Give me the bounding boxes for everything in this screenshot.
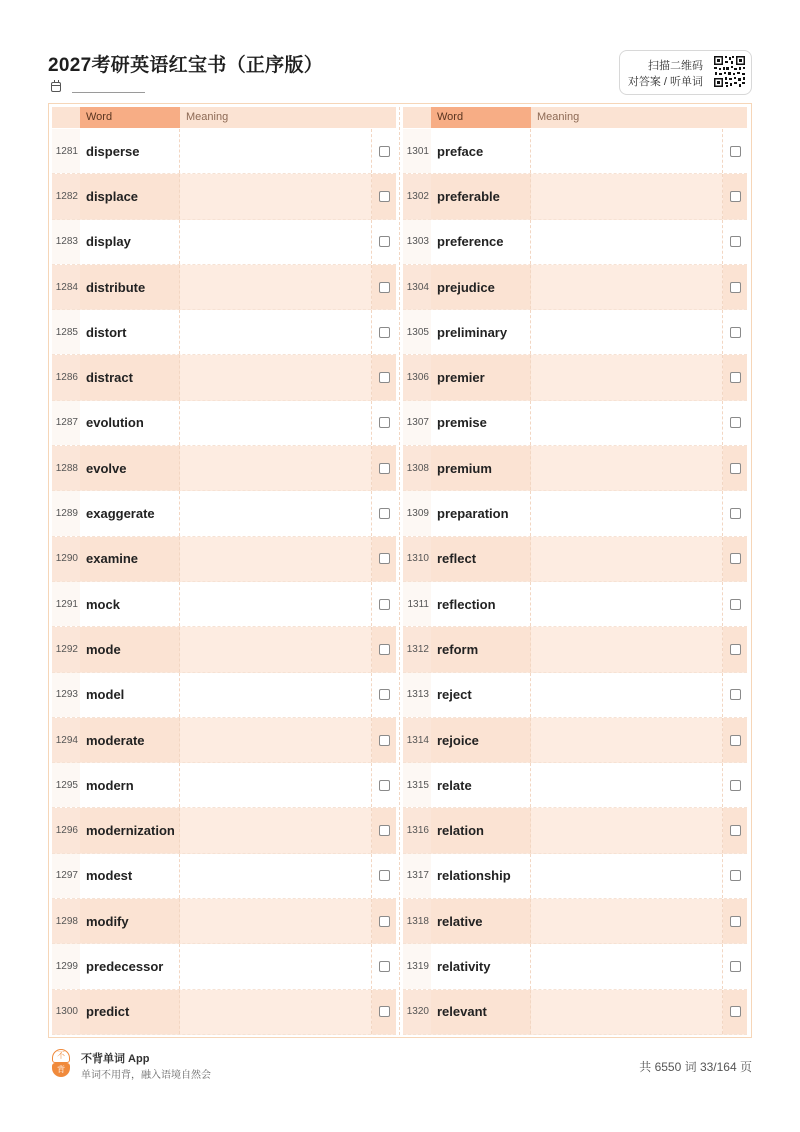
word-number: 1310 (403, 537, 431, 581)
table-row (52, 673, 396, 718)
app-name: 不背单词 App (81, 1053, 150, 1065)
word-term: reflect (431, 537, 531, 581)
meaning-blank[interactable] (531, 491, 723, 535)
check-cell (372, 129, 396, 173)
word-number: 1297 (52, 854, 80, 898)
word-number: 1300 (52, 990, 80, 1034)
check-cell (372, 854, 396, 898)
check-cell (723, 446, 747, 490)
checkbox-icon[interactable] (730, 417, 741, 428)
table-row (52, 990, 396, 1035)
check-cell (372, 265, 396, 309)
word-number: 1283 (52, 220, 80, 264)
calendar-icon (51, 82, 61, 92)
word-term: premier (431, 355, 531, 399)
checkbox-icon[interactable] (730, 870, 741, 881)
word-number: 1305 (403, 310, 431, 354)
check-cell (723, 355, 747, 399)
meaning-blank[interactable] (531, 627, 723, 671)
word-term: preparation (431, 491, 531, 535)
check-cell (723, 174, 747, 218)
checkbox-icon[interactable] (379, 372, 390, 383)
word-number: 1302 (403, 174, 431, 218)
meaning-blank[interactable] (531, 355, 723, 399)
checkbox-icon[interactable] (730, 780, 741, 791)
qr-caption-line1: 扫描二维码 (648, 60, 703, 72)
word-term: relevant (431, 990, 531, 1034)
word-term: mode (80, 627, 180, 671)
checkbox-icon[interactable] (730, 327, 741, 338)
check-cell (723, 854, 747, 898)
page-header (48, 50, 752, 98)
word-term: predict (80, 990, 180, 1034)
meaning-blank[interactable] (531, 310, 723, 354)
table-row (52, 944, 396, 989)
check-cell (372, 537, 396, 581)
table-row (52, 899, 396, 944)
word-term: rejoice (431, 718, 531, 762)
app-logo (52, 1049, 70, 1077)
word-term: display (80, 220, 180, 264)
word-term: relate (431, 763, 531, 807)
header-check-cell (723, 107, 747, 128)
word-number: 1313 (403, 673, 431, 717)
meaning-blank[interactable] (180, 990, 372, 1034)
check-cell (372, 582, 396, 626)
word-number: 1315 (403, 763, 431, 807)
check-cell (372, 174, 396, 218)
header-number-cell (52, 107, 80, 128)
qr-panel (619, 50, 752, 95)
checkbox-icon[interactable] (379, 191, 390, 202)
check-cell (723, 310, 747, 354)
word-term: disperse (80, 129, 180, 173)
meaning-blank[interactable] (531, 582, 723, 626)
qr-code-icon[interactable] (713, 55, 746, 88)
checkbox-icon[interactable] (379, 599, 390, 610)
checkbox-icon[interactable] (730, 961, 741, 972)
checkbox-icon[interactable] (379, 780, 390, 791)
checkbox-icon[interactable] (379, 644, 390, 655)
check-cell (723, 808, 747, 852)
table-row (52, 537, 396, 582)
table-row (52, 129, 396, 174)
header-word: Word (431, 107, 531, 128)
word-term: preface (431, 129, 531, 173)
table-row (52, 310, 396, 355)
check-cell (372, 446, 396, 490)
word-number: 1295 (52, 763, 80, 807)
word-term: relativity (431, 944, 531, 988)
checkbox-icon[interactable] (730, 916, 741, 927)
table-row (403, 944, 747, 989)
word-term: reform (431, 627, 531, 671)
check-cell (723, 627, 747, 671)
meaning-blank[interactable] (180, 174, 372, 218)
header-word: Word (80, 107, 180, 128)
word-number: 1282 (52, 174, 80, 218)
checkbox-icon[interactable] (730, 372, 741, 383)
table-header (52, 107, 396, 128)
check-cell (372, 355, 396, 399)
checkbox-icon[interactable] (379, 553, 390, 564)
word-number: 1281 (52, 129, 80, 173)
word-number: 1311 (403, 582, 431, 626)
meaning-blank[interactable] (531, 220, 723, 264)
word-number: 1309 (403, 491, 431, 535)
right-column (403, 107, 747, 1035)
word-number: 1296 (52, 808, 80, 852)
checkbox-icon[interactable] (379, 417, 390, 428)
table-row (52, 763, 396, 808)
checkbox-icon[interactable] (730, 282, 741, 293)
table-row (52, 491, 396, 536)
word-number: 1287 (52, 401, 80, 445)
table-row (403, 220, 747, 265)
table-row (403, 718, 747, 763)
word-number: 1285 (52, 310, 80, 354)
word-rows (403, 129, 747, 1035)
word-term: modest (80, 854, 180, 898)
checkbox-icon[interactable] (379, 961, 390, 972)
check-cell (723, 582, 747, 626)
table-row (403, 446, 747, 491)
word-term: evolve (80, 446, 180, 490)
checkbox-icon[interactable] (730, 689, 741, 700)
app-slogan: 单词不用背，融入语境自然会 (81, 1070, 211, 1081)
check-cell (372, 763, 396, 807)
table-header (403, 107, 747, 128)
meaning-blank[interactable] (531, 899, 723, 943)
check-cell (723, 944, 747, 988)
meaning-blank[interactable] (531, 673, 723, 717)
header-meaning: Meaning (531, 107, 723, 128)
meaning-blank[interactable] (180, 265, 372, 309)
meaning-blank[interactable] (180, 854, 372, 898)
page-footer (52, 1048, 752, 1080)
meaning-blank[interactable] (180, 401, 372, 445)
word-number: 1284 (52, 265, 80, 309)
word-term: preference (431, 220, 531, 264)
word-rows (52, 129, 396, 1035)
checkbox-icon[interactable] (379, 236, 390, 247)
checkbox-icon[interactable] (730, 146, 741, 157)
check-cell (372, 491, 396, 535)
check-cell (723, 899, 747, 943)
table-row (403, 174, 747, 219)
meaning-blank[interactable] (531, 990, 723, 1034)
page-info: 共 6550 词 33/164 页 (639, 1060, 752, 1074)
meaning-blank[interactable] (180, 582, 372, 626)
word-number: 1312 (403, 627, 431, 671)
word-term: reject (431, 673, 531, 717)
table-row (403, 265, 747, 310)
word-term: relationship (431, 854, 531, 898)
table-row (52, 401, 396, 446)
check-cell (723, 718, 747, 762)
check-cell (723, 401, 747, 445)
meaning-blank[interactable] (180, 627, 372, 671)
meaning-blank[interactable] (531, 808, 723, 852)
word-number: 1298 (52, 899, 80, 943)
meaning-blank[interactable] (531, 446, 723, 490)
table-row (52, 355, 396, 400)
word-number: 1288 (52, 446, 80, 490)
check-cell (372, 673, 396, 717)
meaning-blank[interactable] (531, 174, 723, 218)
meaning-blank[interactable] (180, 718, 372, 762)
word-number: 1294 (52, 718, 80, 762)
word-number: 1303 (403, 220, 431, 264)
word-term: premium (431, 446, 531, 490)
check-cell (723, 537, 747, 581)
meaning-blank[interactable] (180, 537, 372, 581)
table-row (403, 310, 747, 355)
word-number: 1317 (403, 854, 431, 898)
page-title: 2027考研英语红宝书（正序版） (48, 55, 324, 76)
table-row (403, 673, 747, 718)
checkbox-icon[interactable] (730, 735, 741, 746)
checkbox-icon[interactable] (730, 1006, 741, 1017)
word-term: moderate (80, 718, 180, 762)
meaning-blank[interactable] (180, 763, 372, 807)
table-row (403, 537, 747, 582)
checkbox-icon[interactable] (730, 599, 741, 610)
check-cell (723, 673, 747, 717)
checkbox-icon[interactable] (730, 236, 741, 247)
meaning-blank[interactable] (531, 718, 723, 762)
checkbox-icon[interactable] (379, 463, 390, 474)
word-number: 1320 (403, 990, 431, 1034)
meaning-blank[interactable] (531, 944, 723, 988)
word-term: mock (80, 582, 180, 626)
word-number: 1304 (403, 265, 431, 309)
word-term: distribute (80, 265, 180, 309)
checkbox-icon[interactable] (379, 282, 390, 293)
word-number: 1314 (403, 718, 431, 762)
check-cell (723, 763, 747, 807)
table-row (403, 355, 747, 400)
meaning-blank[interactable] (531, 537, 723, 581)
word-term: exaggerate (80, 491, 180, 535)
checkbox-icon[interactable] (730, 553, 741, 564)
table-row (403, 491, 747, 536)
meaning-blank[interactable] (180, 129, 372, 173)
check-cell (723, 129, 747, 173)
check-cell (723, 990, 747, 1034)
date-blank-line[interactable] (72, 92, 145, 93)
check-cell (372, 718, 396, 762)
word-number: 1293 (52, 673, 80, 717)
meaning-blank[interactable] (180, 220, 372, 264)
word-term: relation (431, 808, 531, 852)
word-term: preferable (431, 174, 531, 218)
table-row (403, 763, 747, 808)
table-row (52, 627, 396, 672)
word-number: 1292 (52, 627, 80, 671)
meaning-blank[interactable] (531, 854, 723, 898)
checkbox-icon[interactable] (730, 825, 741, 836)
word-term: model (80, 673, 180, 717)
meaning-blank[interactable] (531, 401, 723, 445)
check-cell (372, 808, 396, 852)
word-term: relative (431, 899, 531, 943)
check-cell (372, 944, 396, 988)
table-row (403, 990, 747, 1035)
word-term: evolution (80, 401, 180, 445)
table-row (52, 582, 396, 627)
header-number-cell (403, 107, 431, 128)
table-row (52, 265, 396, 310)
word-term: modernization (80, 808, 180, 852)
check-cell (723, 265, 747, 309)
logo-top: 不 (52, 1049, 70, 1063)
checkbox-icon[interactable] (379, 916, 390, 927)
word-number: 1319 (403, 944, 431, 988)
check-cell (372, 310, 396, 354)
table-row (403, 627, 747, 672)
qr-caption (628, 58, 703, 90)
word-number: 1318 (403, 899, 431, 943)
meaning-blank[interactable] (180, 944, 372, 988)
checkbox-icon[interactable] (730, 191, 741, 202)
header-meaning: Meaning (180, 107, 372, 128)
checkbox-icon[interactable] (379, 735, 390, 746)
word-term: modify (80, 899, 180, 943)
check-cell (723, 491, 747, 535)
word-term: prejudice (431, 265, 531, 309)
checkbox-icon[interactable] (379, 1006, 390, 1017)
table-row (403, 808, 747, 853)
word-number: 1316 (403, 808, 431, 852)
table-row (52, 446, 396, 491)
check-cell (372, 627, 396, 671)
table-row (52, 220, 396, 265)
word-term: modern (80, 763, 180, 807)
check-cell (723, 220, 747, 264)
checkbox-icon[interactable] (379, 327, 390, 338)
word-number: 1289 (52, 491, 80, 535)
checkbox-icon[interactable] (379, 508, 390, 519)
word-number: 1308 (403, 446, 431, 490)
word-number: 1306 (403, 355, 431, 399)
table-row (52, 854, 396, 899)
check-cell (372, 990, 396, 1034)
meaning-blank[interactable] (180, 808, 372, 852)
table-row (403, 129, 747, 174)
checkbox-icon[interactable] (730, 463, 741, 474)
word-number: 1307 (403, 401, 431, 445)
logo-bottom: 背 (52, 1063, 70, 1077)
checkbox-icon[interactable] (730, 508, 741, 519)
date-field (51, 81, 151, 95)
word-table (48, 103, 752, 1038)
meaning-blank[interactable] (180, 899, 372, 943)
meaning-blank[interactable] (180, 491, 372, 535)
word-term: examine (80, 537, 180, 581)
word-number: 1301 (403, 129, 431, 173)
meaning-blank[interactable] (531, 265, 723, 309)
checkbox-icon[interactable] (379, 870, 390, 881)
word-term: premise (431, 401, 531, 445)
table-row (403, 854, 747, 899)
table-row (52, 174, 396, 219)
word-term: distract (80, 355, 180, 399)
meaning-blank[interactable] (180, 355, 372, 399)
word-number: 1291 (52, 582, 80, 626)
meaning-blank[interactable] (531, 763, 723, 807)
meaning-blank[interactable] (180, 310, 372, 354)
check-cell (372, 401, 396, 445)
meaning-blank[interactable] (180, 673, 372, 717)
word-term: reflection (431, 582, 531, 626)
qr-caption-line2: 对答案 / 听单词 (627, 76, 703, 88)
meaning-blank[interactable] (531, 129, 723, 173)
checkbox-icon[interactable] (730, 644, 741, 655)
word-number: 1290 (52, 537, 80, 581)
table-row (403, 899, 747, 944)
word-term: predecessor (80, 944, 180, 988)
table-row (52, 808, 396, 853)
table-row (403, 401, 747, 446)
word-number: 1299 (52, 944, 80, 988)
column-divider (399, 107, 400, 1035)
meaning-blank[interactable] (180, 446, 372, 490)
word-term: displace (80, 174, 180, 218)
table-row (403, 582, 747, 627)
checkbox-icon[interactable] (379, 146, 390, 157)
check-cell (372, 220, 396, 264)
word-number: 1286 (52, 355, 80, 399)
left-column (52, 107, 396, 1035)
checkbox-icon[interactable] (379, 689, 390, 700)
table-row (52, 718, 396, 763)
checkbox-icon[interactable] (379, 825, 390, 836)
word-term: preliminary (431, 310, 531, 354)
check-cell (372, 899, 396, 943)
word-term: distort (80, 310, 180, 354)
header-check-cell (372, 107, 396, 128)
